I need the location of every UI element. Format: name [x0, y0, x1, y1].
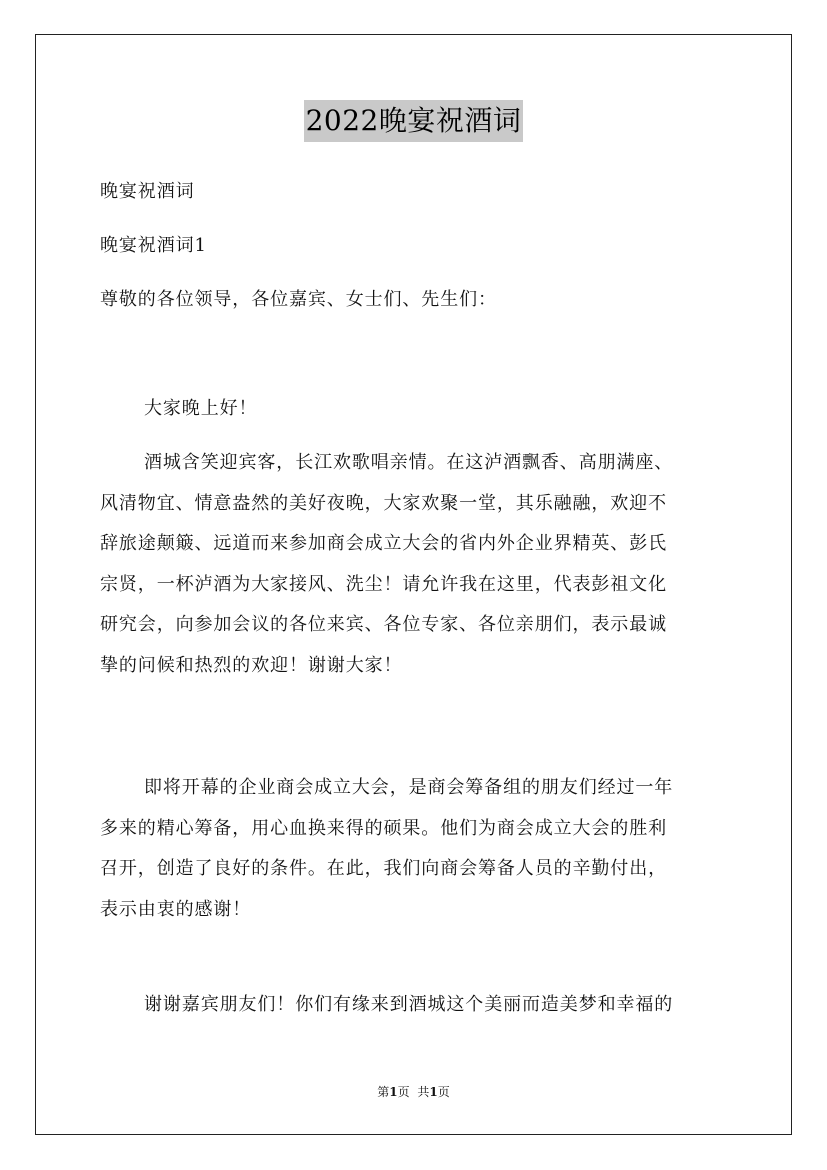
paragraph-line: 宗贤，一杯泸酒为大家接风、洗尘！请允许我在这里，代表彭祖文化: [100, 573, 667, 595]
paragraph-line: 风清物宜、情意盎然的美好夜晚，大家欢聚一堂，其乐融融，欢迎不: [100, 492, 667, 514]
page-number: 1: [389, 1085, 398, 1099]
paragraph-line: 辞旅途颠簸、远道而来参加商会成立大会的省内外企业界精英、彭氏: [100, 533, 667, 554]
total-suffix: 页: [437, 1085, 450, 1099]
paragraph-line: 召开，创造了良好的条件。在此，我们向商会筹备人员的辛勤付出，: [100, 858, 667, 879]
paragraph-line: 酒城含笑迎宾客，长江欢歌唱亲情。在这泸酒飘香、高朋满座、: [144, 452, 674, 473]
heading-2: 晚宴祝酒词1: [100, 235, 207, 256]
paragraph-line: 多来的精心筹备，用心血换来得的硕果。他们为商会成立大会的胜利: [100, 817, 667, 839]
heading-1: 晚宴祝酒词: [100, 181, 195, 202]
paragraph-line: 研究会，向参加会议的各位来宾、各位专家、各位亲朋们，表示最诚: [100, 614, 667, 635]
paragraph-3: [100, 985, 728, 1026]
paragraph-line: 挚的问候和热烈的欢迎！谢谢大家！: [100, 654, 403, 676]
paragraph-line: 谢谢嘉宾朋友们！你们有缘来到酒城这个美丽而造美梦和幸福的: [144, 994, 674, 1015]
paragraph-line: 表示由衷的感谢！: [100, 898, 252, 920]
page-suffix: 页: [397, 1085, 410, 1099]
salutation: 尊敬的各位领导，各位嘉宾、女士们、先生们：: [100, 289, 497, 310]
greeting: 大家晚上好！: [144, 398, 258, 419]
paragraph-1: [100, 443, 728, 686]
total-prefix: 共: [417, 1085, 430, 1099]
document-title: 2022晚宴祝酒词: [304, 100, 524, 142]
paragraph-2: [100, 768, 728, 930]
title-container: [0, 100, 827, 142]
total-pages: 1: [429, 1085, 438, 1099]
page-prefix: 第: [377, 1085, 390, 1099]
page-footer: [0, 1083, 827, 1101]
paragraph-line: 即将开幕的企业商会成立大会，是商会筹备组的朋友们经过一年: [144, 777, 674, 798]
